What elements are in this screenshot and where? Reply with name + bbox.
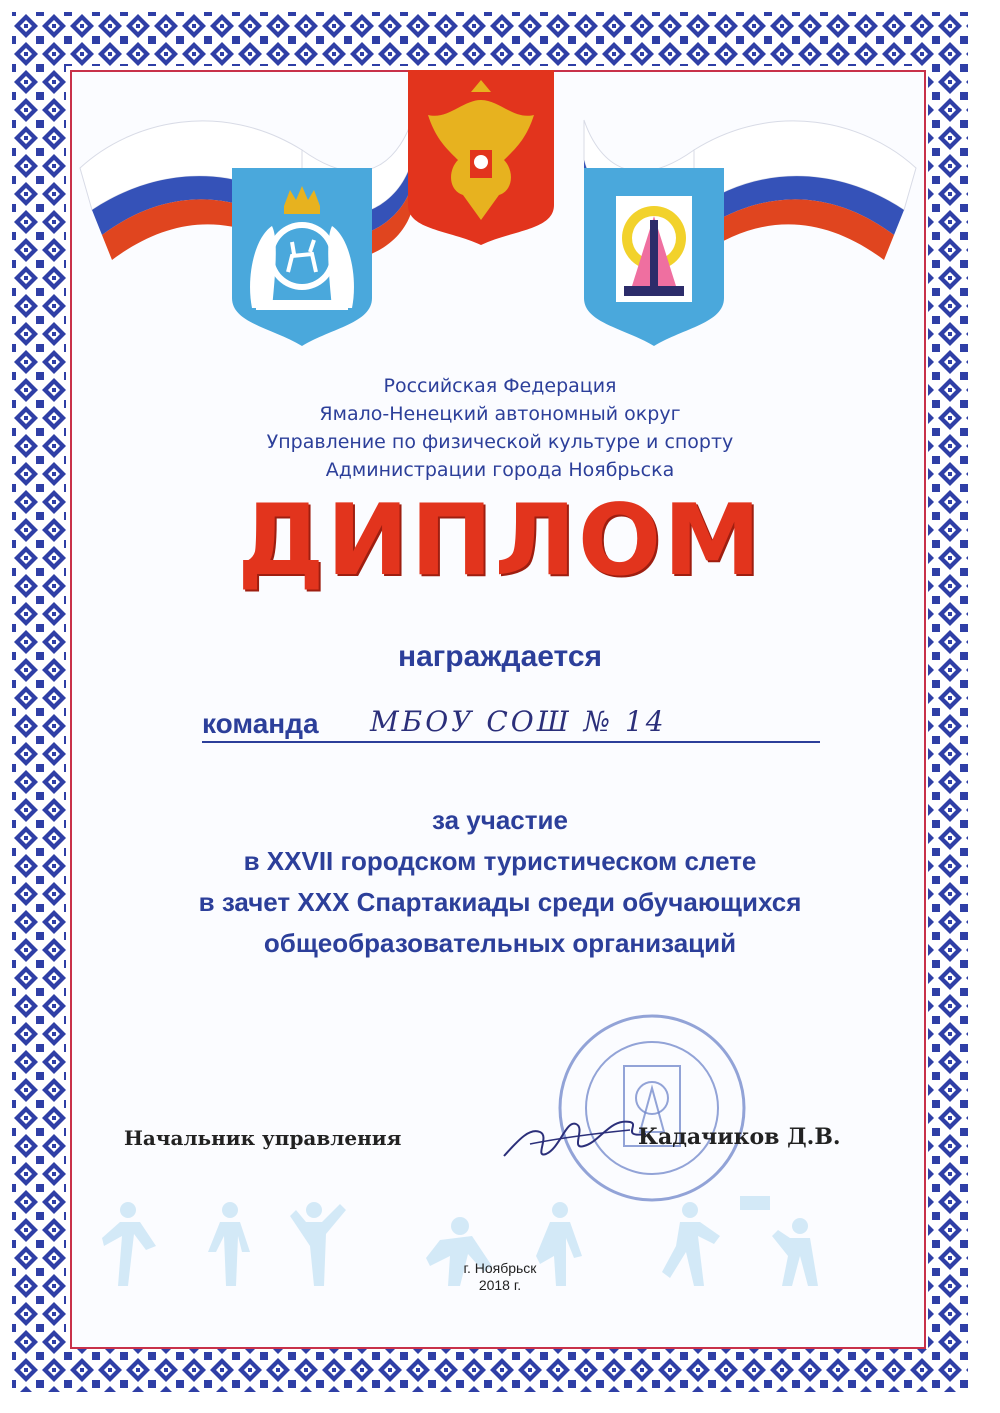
issuer-line-administration: Администрации города Ноябрьска: [325, 459, 675, 481]
signatory-name: Кадачиков Д.В.: [638, 1124, 841, 1150]
issuer-line-region: Ямало-Ненецкий автономный округ: [319, 403, 681, 425]
handwritten-signature-icon: [500, 1098, 650, 1168]
reason-line-2: в XXVII городском туристическом слете: [243, 846, 757, 876]
issuer-line-country: Российская Федерация: [383, 375, 617, 397]
place-and-date: [380, 1260, 620, 1294]
yanao-coat-of-arms-icon: [232, 168, 372, 348]
team-underline: [202, 741, 820, 743]
team-name-handwritten: МБОУ СОШ № 14: [370, 705, 667, 738]
diploma-title: ДИПЛОМ: [237, 484, 763, 598]
awarded-text: награждается: [397, 640, 603, 673]
russia-coat-of-arms-icon: [408, 70, 554, 245]
signatory-position: Начальник управления: [124, 1126, 402, 1150]
issuer-line-department: Управление по физической культуре и спорту: [266, 431, 734, 453]
reason-line-4: общеобразовательных организаций: [263, 928, 737, 958]
reason-line-3: в зачет XXX Спартакиады среди обучающихся: [198, 887, 802, 917]
reason-line-1: за участие: [432, 805, 568, 835]
team-label: команда: [202, 708, 319, 739]
city-text: г. Ноябрьск: [463, 1260, 537, 1276]
noyabrsk-coat-of-arms-icon: [584, 168, 724, 348]
year-text: 2018 г.: [478, 1277, 522, 1293]
issuer-block: [150, 372, 850, 484]
award-reason: [60, 800, 940, 964]
